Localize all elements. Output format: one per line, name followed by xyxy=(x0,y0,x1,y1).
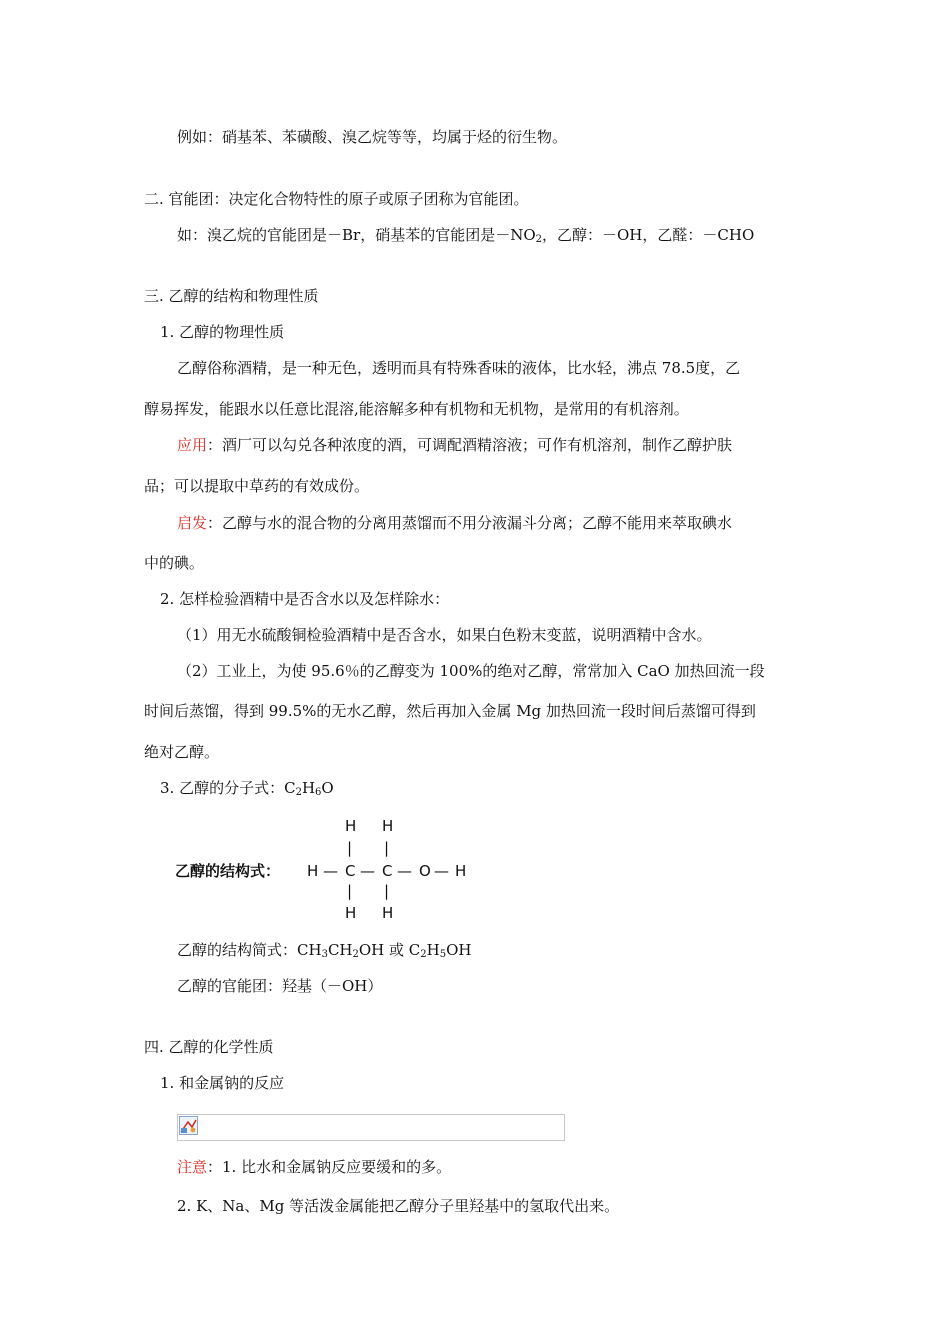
label-inspiration: 启发 xyxy=(177,514,208,532)
bond-vertical: | xyxy=(347,882,353,900)
text-line: 乙醇的结构简式：$CH_3CH_2OH$ 或 $C_2H_5OH$ xyxy=(177,941,472,960)
bond-horizontal: — xyxy=(323,862,338,880)
bond-vertical: | xyxy=(347,839,353,857)
text-line: 绝对乙醇。 xyxy=(144,743,220,761)
atom-h: H xyxy=(382,817,394,835)
label-note: 注意 xyxy=(177,1158,208,1176)
structural-formula xyxy=(175,812,475,922)
text-line: 乙醇俗称酒精，是一种无色，透明而具有特殊香味的液体，比水轻，沸点 78.5度，乙 xyxy=(177,359,741,377)
image-placeholder xyxy=(177,1114,565,1141)
atom-h: H xyxy=(345,817,357,835)
bond-vertical: | xyxy=(384,839,390,857)
subsection-heading: 3. 乙醇的分子式：$C_2H_6O$ xyxy=(160,779,334,798)
atom-h: H xyxy=(345,904,357,922)
text-line: （1）用无水硫酸铜检验酒精中是否含水，如果白色粉末变蓝，说明酒精中含水。 xyxy=(177,626,712,644)
subsection-heading: 1. 和金属钠的反应 xyxy=(160,1074,285,1092)
text-line: 品；可以提取中草药的有效成份。 xyxy=(144,477,370,495)
text-line: 例如：硝基苯、苯磺酸、溴乙烷等等，均属于烃的衍生物。 xyxy=(177,128,568,146)
section-heading-2: 二. 官能团：决定化合物特性的原子或原子团称为官能团。 xyxy=(144,190,529,208)
section-heading-3: 三. 乙醇的结构和物理性质 xyxy=(144,287,319,305)
atom-h: H xyxy=(455,862,467,880)
text-line: 乙醇的官能团：羟基（－OH） xyxy=(177,977,383,995)
bond-horizontal: — xyxy=(397,862,412,880)
bond-horizontal: — xyxy=(360,862,375,880)
atom-h: H xyxy=(307,862,319,880)
text-line: 启发：乙醇与水的混合物的分离用蒸馏而不用分液漏斗分离；乙醇不能用来萃取碘水 xyxy=(177,514,733,532)
text-line: 2. K、Na、Mg 等活泼金属能把乙醇分子里羟基中的氢取代出来。 xyxy=(177,1197,620,1215)
text-line: 中的碘。 xyxy=(144,554,205,572)
atom-o: O xyxy=(419,862,431,880)
formula-label: 乙醇的结构式： xyxy=(175,862,281,880)
broken-image-icon xyxy=(179,1116,199,1136)
subsection-heading: 1. 乙醇的物理性质 xyxy=(160,323,285,341)
bond-horizontal: — xyxy=(434,862,449,880)
atom-c: C xyxy=(345,862,356,880)
atom-c: C xyxy=(382,862,393,880)
text-line: 应用：酒厂可以勾兑各种浓度的酒，可调配酒精溶液；可作有机溶剂，制作乙醇护肤 xyxy=(177,436,733,454)
section-heading-4: 四. 乙醇的化学性质 xyxy=(144,1038,274,1056)
atom-h: H xyxy=(382,904,394,922)
label-application: 应用 xyxy=(177,436,208,454)
text-line: 注意：1. 比水和金属钠反应要缓和的多。 xyxy=(177,1158,452,1176)
text-line: 时间后蒸馏，得到 99.5%的无水乙醇，然后再加入金属 Mg 加热回流一段时间后蒸馏可得到 xyxy=(144,702,756,720)
text-line: 醇易挥发，能跟水以任意比混溶,能溶解多种有机物和无机物，是常用的有机溶剂。 xyxy=(144,400,689,418)
bond-vertical: | xyxy=(384,882,390,900)
subsection-heading: 2. 怎样检验酒精中是否含水以及怎样除水： xyxy=(160,590,450,608)
text-line: 如：溴乙烷的官能团是－Br，硝基苯的官能团是$-NO_2$，乙醇：－OH，乙醛：－CHO xyxy=(177,226,755,245)
text-line: （2）工业上，为使 95.6％的乙醇变为 100%的绝对乙醇，常常加入 CaO 加热回流一段 xyxy=(177,662,765,680)
